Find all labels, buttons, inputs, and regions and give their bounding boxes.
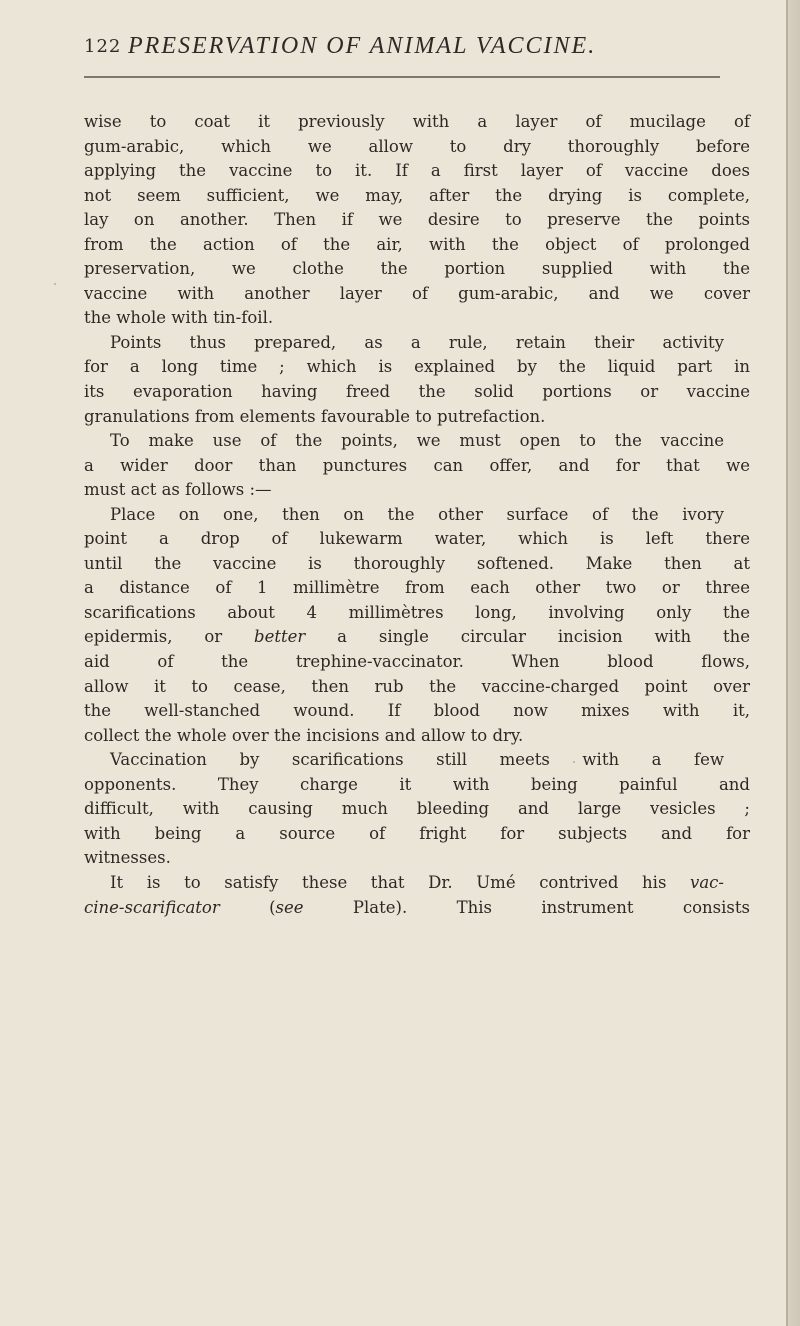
text-line: for a long time ; which is explained by the liquid part in <box>84 357 750 377</box>
page-gutter-shadow <box>786 0 800 1326</box>
text-line: cine-scarificator (see Plate). This instrument consists <box>84 897 750 917</box>
italic-word: cine-scarificator <box>84 897 220 917</box>
paper-speck <box>54 283 56 285</box>
running-title: PRESERVATION OF ANIMAL VACCINE. <box>128 33 597 59</box>
text-line: must act as follows :— <box>84 480 272 500</box>
text-line: with being a source of fright for subjects and for <box>84 823 750 843</box>
text-line: allow it to cease, then rub the vaccine-charged point over <box>84 676 750 696</box>
header-rule <box>84 76 720 78</box>
text-line: from the action of the air, with the object of prolonged <box>84 234 750 254</box>
italic-word: better <box>254 627 306 647</box>
paper-speck <box>573 761 575 763</box>
text-line: difficult, with causing much bleeding and large vesicles ; <box>84 799 750 819</box>
text-line: epidermis, or better a single circular incision with the <box>84 627 751 647</box>
italic-word: see <box>275 897 304 917</box>
paragraph-start: To make use of the points, we must open to the vaccine <box>110 431 724 451</box>
page-number: 122 <box>84 36 122 57</box>
text-line: its evaporation having freed the solid portions or vaccine <box>84 382 750 402</box>
paragraph-start: Points thus prepared, as a rule, retain their activity <box>110 332 724 352</box>
text-line: witnesses. <box>84 848 171 868</box>
text-line: vaccine with another layer of gum-arabic, and we cover <box>84 283 750 303</box>
text-line: aid of the trephine-vaccinator. When blood flows, <box>84 652 750 672</box>
text-line: preservation, we clothe the portion supplied with the <box>84 259 750 279</box>
text-line: the well-stanched wound. If blood now mixes with it, <box>84 701 750 721</box>
italic-word: vac- <box>690 872 724 892</box>
text-line: the whole with tin-foil. <box>84 308 274 328</box>
text-line: wise to coat it previously with a layer of mucilage of <box>84 112 750 131</box>
text-line: not seem sufficient, we may, after the drying is complete, <box>84 185 750 205</box>
text-line: lay on another. Then if we desire to preserve the points <box>84 210 750 230</box>
text-line: granulations from elements favourable to putrefaction. <box>84 406 546 426</box>
body-text <box>84 110 750 920</box>
paragraph-start: Vaccination by scarifications still meets with a few <box>110 750 724 770</box>
text-line: gum-arabic, which we allow to dry thoroughly before <box>84 136 750 156</box>
paragraph-start: It is to satisfy these that Dr. Umé contrived his vac- <box>110 872 724 892</box>
paragraph-start: Place on one, then on the other surface of the ivory <box>110 504 724 524</box>
text-line: until the vaccine is thoroughly softened. Make then at <box>84 553 750 573</box>
text-line: opponents. They charge it with being painful and <box>84 774 750 794</box>
text-line: a distance of 1 millimètre from each other two or three <box>84 578 750 598</box>
page-header <box>84 33 749 70</box>
text-line: a wider door than punctures can offer, and for that we <box>84 455 750 475</box>
text-line: collect the whole over the incisions and allow to dry. <box>84 725 524 745</box>
text-line: scarifications about 4 millimètres long, involving only the <box>84 602 750 622</box>
text-line: applying the vaccine to it. If a first layer of vaccine does <box>84 161 750 181</box>
text-line: point a drop of lukewarm water, which is left there <box>84 529 750 549</box>
